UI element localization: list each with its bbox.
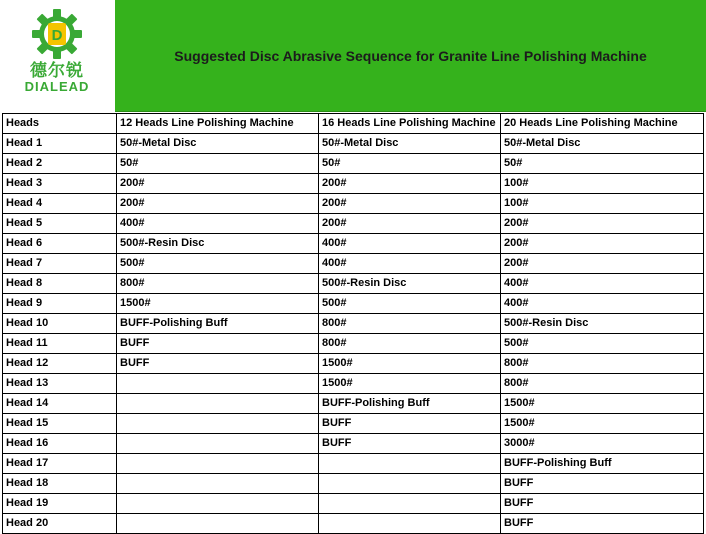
head-label-cell: Head 7 (3, 254, 117, 274)
table-cell: BUFF (117, 354, 319, 374)
table-cell: 1500# (117, 294, 319, 314)
table-row (3, 454, 704, 474)
table-cell (117, 454, 319, 474)
header-banner (0, 0, 706, 113)
table-cell: 800# (117, 274, 319, 294)
table-row (3, 234, 704, 254)
table-row (3, 414, 704, 434)
head-label-cell: Head 4 (3, 194, 117, 214)
page-title: Suggested Disc Abrasive Sequence for Granite Line Polishing Machine (174, 47, 647, 64)
table-header-row (3, 114, 704, 134)
head-label-cell: Head 10 (3, 314, 117, 334)
header-cell-20-heads: 20 Heads Line Polishing Machine (501, 114, 704, 134)
head-label-cell: Head 3 (3, 174, 117, 194)
header-cell-12-heads: 12 Heads Line Polishing Machine (117, 114, 319, 134)
table-row (3, 214, 704, 234)
table-cell: 100# (501, 194, 704, 214)
table-cell: 500#-Resin Disc (117, 234, 319, 254)
head-label-cell: Head 12 (3, 354, 117, 374)
table-cell: 200# (117, 194, 319, 214)
table-cell (117, 394, 319, 414)
table-cell: 1500# (501, 394, 704, 414)
table-cell: BUFF (501, 514, 704, 534)
table-cell: 500# (319, 294, 501, 314)
table-cell: 1500# (501, 414, 704, 434)
table-cell (319, 494, 501, 514)
table-cell: 50# (117, 154, 319, 174)
table-cell: 500# (501, 334, 704, 354)
table-cell: 50# (501, 154, 704, 174)
table-row (3, 274, 704, 294)
head-label-cell: Head 11 (3, 334, 117, 354)
gear-logo-icon (31, 8, 83, 60)
table-cell: BUFF-Polishing Buff (117, 314, 319, 334)
table-row (3, 514, 704, 534)
table-cell: 200# (501, 254, 704, 274)
head-label-cell: Head 2 (3, 154, 117, 174)
head-label-cell: Head 19 (3, 494, 117, 514)
table-row (3, 294, 704, 314)
table-cell: 200# (319, 214, 501, 234)
table-cell (117, 514, 319, 534)
table-cell: 200# (319, 194, 501, 214)
table-cell (319, 474, 501, 494)
head-label-cell: Head 6 (3, 234, 117, 254)
table-cell (117, 374, 319, 394)
table-cell: 800# (501, 374, 704, 394)
table-cell: 50# (319, 154, 501, 174)
table-cell: 50#-Metal Disc (319, 134, 501, 154)
head-label-cell: Head 5 (3, 214, 117, 234)
head-label-cell: Head 8 (3, 274, 117, 294)
head-label-cell: Head 1 (3, 134, 117, 154)
head-label-cell: Head 17 (3, 454, 117, 474)
head-label-cell: Head 20 (3, 514, 117, 534)
table-cell: 400# (117, 214, 319, 234)
table-row (3, 354, 704, 374)
table-cell: BUFF-Polishing Buff (319, 394, 501, 414)
table-cell: 200# (117, 174, 319, 194)
table-cell: 400# (319, 254, 501, 274)
head-label-cell: Head 18 (3, 474, 117, 494)
table-row (3, 334, 704, 354)
table-cell: 800# (501, 354, 704, 374)
table-cell: 500#-Resin Disc (319, 274, 501, 294)
header-cell-heads: Heads (3, 114, 117, 134)
table-row (3, 314, 704, 334)
logo-mark-letter: D (51, 27, 63, 44)
head-label-cell: Head 13 (3, 374, 117, 394)
logo-english-text: DIALEAD (24, 79, 90, 94)
table-row (3, 194, 704, 214)
table-cell: 200# (501, 214, 704, 234)
table-row (3, 394, 704, 414)
table-cell: BUFF-Polishing Buff (501, 454, 704, 474)
title-cell (115, 0, 706, 112)
table-cell: 200# (319, 174, 501, 194)
head-label-cell: Head 9 (3, 294, 117, 314)
table-cell: BUFF (319, 414, 501, 434)
head-label-cell: Head 14 (3, 394, 117, 414)
table-cell: 400# (501, 294, 704, 314)
head-label-cell: Head 16 (3, 434, 117, 454)
table-cell: 100# (501, 174, 704, 194)
table-row (3, 474, 704, 494)
table-cell: BUFF (117, 334, 319, 354)
logo-cell (0, 0, 115, 112)
table-cell (117, 414, 319, 434)
table-cell: BUFF (501, 494, 704, 514)
table-cell (319, 514, 501, 534)
table-row (3, 134, 704, 154)
table-cell: 400# (319, 234, 501, 254)
table-row (3, 254, 704, 274)
table-cell: 200# (501, 234, 704, 254)
table-cell (117, 434, 319, 454)
table-cell: 1500# (319, 354, 501, 374)
table-row (3, 494, 704, 514)
abrasive-sequence-table (2, 113, 704, 534)
logo-chinese-text: 德尔锐 (30, 61, 84, 81)
table-row (3, 374, 704, 394)
table-cell: BUFF (501, 474, 704, 494)
table-row (3, 434, 704, 454)
table-cell: 50#-Metal Disc (117, 134, 319, 154)
table-cell: 1500# (319, 374, 501, 394)
table-row (3, 154, 704, 174)
table-cell: BUFF (319, 434, 501, 454)
table-cell (117, 494, 319, 514)
table-cell: 400# (501, 274, 704, 294)
table-cell: 50#-Metal Disc (501, 134, 704, 154)
table-row (3, 174, 704, 194)
table-cell: 800# (319, 334, 501, 354)
table-cell: 3000# (501, 434, 704, 454)
table-cell: 500# (117, 254, 319, 274)
table-cell (319, 454, 501, 474)
table-cell: 800# (319, 314, 501, 334)
table-cell: 500#-Resin Disc (501, 314, 704, 334)
head-label-cell: Head 15 (3, 414, 117, 434)
header-cell-16-heads: 16 Heads Line Polishing Machine (319, 114, 501, 134)
table-cell (117, 474, 319, 494)
